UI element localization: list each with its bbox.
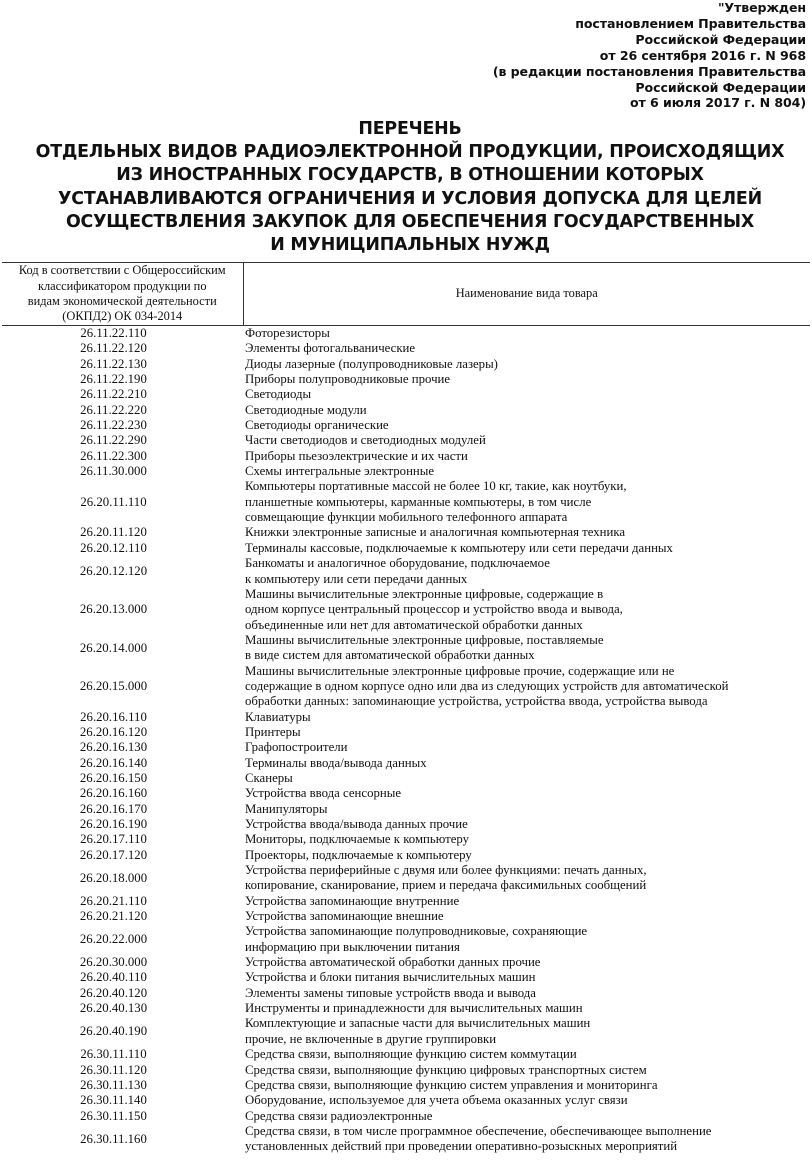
row-name <box>243 479 810 525</box>
row-code: 26.11.22.220 <box>80 402 147 417</box>
header-code <box>2 263 243 326</box>
row-name-line: Принтеры <box>245 724 301 739</box>
row-name <box>243 541 810 556</box>
header-code-line: Код в соответствии с Общероссийским <box>18 263 226 278</box>
row-code: 26.20.13.000 <box>79 602 148 617</box>
row-code: 26.20.30.000 <box>79 955 148 970</box>
title-line: ОСУЩЕСТВЛЕНИЯ ЗАКУПОК ДЛЯ ОБЕСПЕЧЕНИЯ ГОСУДАРСТВЕННЫХ <box>65 211 755 232</box>
row-code: 26.11.22.110 <box>80 326 147 340</box>
row-name-line: Светодиодные модули <box>245 402 367 417</box>
row-name <box>243 664 810 710</box>
row-name-line: установленных действий при проведении оперативно-розыскных мероприятий <box>245 1139 678 1154</box>
row-code: 26.20.16.170 <box>79 801 148 816</box>
title-line: И МУНИЦИПАЛЬНЫХ НУЖД <box>270 235 550 256</box>
row-name <box>243 1047 810 1062</box>
row-name <box>243 863 810 894</box>
table-row <box>2 771 810 786</box>
row-code: 26.20.21.110 <box>80 893 147 908</box>
table-row <box>2 970 810 985</box>
row-name-line: Оборудование, используемое для учета объема оказанных услуг связи <box>245 1093 628 1108</box>
row-code: 26.11.22.210 <box>80 387 147 402</box>
row-code: 26.20.17.110 <box>80 832 147 847</box>
row-name <box>243 924 810 955</box>
row-name-line: Приборы полупроводниковые прочие <box>245 372 451 387</box>
table-row <box>2 418 810 433</box>
table-row <box>2 1078 810 1093</box>
table-row <box>2 387 810 402</box>
table-row <box>2 633 810 664</box>
row-name <box>243 1016 810 1047</box>
row-code: 26.20.17.120 <box>79 847 148 862</box>
row-name-line: Средства связи, выполняющие функцию цифровых транспортных систем <box>245 1062 647 1077</box>
row-code: 26.20.16.110 <box>80 709 147 724</box>
table-row <box>2 832 810 847</box>
row-code: 26.30.11.110 <box>80 1047 147 1062</box>
row-name-line: объединенные или нет для автоматической обработки данных <box>245 617 583 632</box>
row-name <box>243 403 810 418</box>
row-code: 26.30.11.120 <box>80 1062 147 1077</box>
table-row <box>2 1001 810 1016</box>
table-row <box>2 710 810 725</box>
row-name-line: Графопостроители <box>245 740 348 755</box>
row-name-line: Мониторы, подключаемые к компьютеру <box>245 832 470 847</box>
row-name-line: к компьютеру или сети передачи данных <box>245 571 468 586</box>
table-row <box>2 479 810 525</box>
row-code: 26.20.21.120 <box>79 909 148 924</box>
row-name-line: информацию при выключении питания <box>245 939 460 954</box>
row-name <box>243 955 810 970</box>
row-name <box>243 525 810 540</box>
row-name-line: Приборы пьезоэлектрические и их части <box>245 448 468 463</box>
row-name-line: Устройства ввода сенсорные <box>245 786 402 801</box>
row-name-line: Терминалы ввода/вывода данных <box>245 755 427 770</box>
row-code: 26.20.16.190 <box>79 817 148 831</box>
header-code-line: (ОКПД2) ОК 034-2014 <box>62 309 183 324</box>
row-code: 26.20.12.120 <box>79 563 148 578</box>
row-name-line: Схемы интегральные электронные <box>245 464 435 479</box>
products-table <box>2 262 810 1155</box>
table-row <box>2 664 810 710</box>
row-name-line: Банкоматы и аналогичное оборудование, подключаемое <box>245 556 550 571</box>
approval-line: "Утвержден <box>717 0 806 15</box>
row-name <box>243 449 810 464</box>
row-name-line: Компьютеры портативные массой не более 10 кг, такие, как ноутбуки, <box>245 479 627 494</box>
table-row <box>2 909 810 924</box>
row-name-line: Элементы фотогальванические <box>245 341 416 356</box>
row-code: 26.20.22.000 <box>79 932 148 947</box>
table-row <box>2 357 810 372</box>
approval-line: от 6 июля 2017 г. N 804) <box>630 95 806 111</box>
row-code: 26.30.11.160 <box>80 1131 147 1146</box>
row-name-line: планшетные компьютеры, карманные компьютеры, в том числе <box>245 494 592 509</box>
table-header-row <box>2 263 810 326</box>
row-name-line: Устройства и блоки питания вычислительных машин <box>245 970 536 985</box>
row-name <box>243 587 810 633</box>
table-row <box>2 541 810 556</box>
title-line: ПЕРЕЧЕНЬ <box>358 119 462 139</box>
table-row <box>2 1109 810 1124</box>
row-name <box>243 556 810 587</box>
row-name <box>243 633 810 664</box>
row-code: 26.20.40.120 <box>79 985 148 1000</box>
row-name <box>243 1109 810 1124</box>
row-name-line: Манипуляторы <box>245 801 328 816</box>
row-name <box>243 1093 810 1108</box>
table-row <box>2 1047 810 1062</box>
table-row <box>2 556 810 587</box>
table-row <box>2 403 810 418</box>
table-row <box>2 1124 810 1155</box>
row-code: 26.20.16.130 <box>79 740 148 755</box>
row-name-line: в виде систем для автоматической обработки данных <box>245 648 535 663</box>
row-name-line: Устройства автоматической обработки данных прочие <box>245 955 541 970</box>
row-name-line: обработки данных: запоминающие устройства, устройства ввода, устройства вывода <box>245 694 708 709</box>
row-name <box>243 786 810 801</box>
table-body <box>2 326 810 1155</box>
row-code: 26.11.22.190 <box>80 372 147 387</box>
row-name-line: Терминалы кассовые, подключаемые к компьютеру или сети передачи данных <box>245 540 673 555</box>
row-code: 26.20.16.140 <box>79 755 148 770</box>
table-row <box>2 449 810 464</box>
table-row <box>2 848 810 863</box>
row-code: 26.11.22.300 <box>80 448 147 463</box>
row-code: 26.20.16.120 <box>79 724 148 739</box>
row-code: 26.30.11.150 <box>80 1108 147 1123</box>
row-name-line: Машины вычислительные электронные цифровые, содержащие в <box>245 586 604 601</box>
row-name <box>243 341 810 356</box>
row-name <box>243 1078 810 1093</box>
row-name-line: Устройства периферийные с двумя или более функциями: печать данных, <box>245 863 647 878</box>
row-name-line: Средства связи, выполняющие функцию систем коммутации <box>245 1047 577 1062</box>
approval-line: Российской Федерации <box>635 79 806 95</box>
row-name-line: Клавиатуры <box>245 709 311 724</box>
row-name <box>243 740 810 755</box>
row-name <box>243 894 810 909</box>
row-code: 26.11.22.230 <box>80 418 147 433</box>
row-code: 26.11.22.120 <box>80 341 147 356</box>
row-name-line: совмещающие функции мобильного телефонного аппарата <box>245 510 568 525</box>
row-name-line: Машины вычислительные электронные цифровые, поставляемые <box>245 632 604 647</box>
row-name <box>243 771 810 786</box>
row-name <box>243 986 810 1001</box>
row-name-line: Комплектующие и запасные части для вычислительных машин <box>245 1016 591 1031</box>
table-row <box>2 863 810 894</box>
row-name-line: Устройства запоминающие внешние <box>245 909 444 924</box>
row-name-line: Средства связи, в том числе программное обеспечение, обеспечивающее выполнение <box>245 1123 712 1138</box>
row-code: 26.20.11.110 <box>80 494 147 509</box>
table-row <box>2 924 810 955</box>
row-name <box>243 909 810 924</box>
approval-stamp <box>476 0 806 111</box>
row-name-line: Сканеры <box>245 770 293 785</box>
table-row <box>2 725 810 740</box>
row-code: 26.20.12.110 <box>80 540 147 555</box>
row-code: 26.20.40.190 <box>79 1024 148 1039</box>
row-name-line: Инструменты и принадлежности для вычислительных машин <box>245 1001 583 1016</box>
row-name-line: Элементы замены типовые устройств ввода и вывода <box>245 985 536 1000</box>
row-name <box>243 464 810 479</box>
row-name-line: Машины вычислительные электронные цифровые прочие, содержащие или не <box>245 663 675 678</box>
table-row <box>2 587 810 633</box>
row-code: 26.11.22.290 <box>80 433 147 448</box>
row-name <box>243 848 810 863</box>
row-name <box>243 1001 810 1016</box>
table-row <box>2 802 810 817</box>
row-code: 26.30.11.130 <box>80 1077 147 1092</box>
row-code: 26.20.16.160 <box>79 786 148 801</box>
row-code: 26.20.11.120 <box>80 525 147 540</box>
row-name-line: Части светодиодов и светодиодных модулей <box>245 433 486 448</box>
table-row <box>2 433 810 448</box>
table-row <box>2 1016 810 1047</box>
row-code: 26.20.16.150 <box>79 770 148 785</box>
table-row <box>2 894 810 909</box>
table-row <box>2 372 810 387</box>
approval-line: (в редакции постановления Правительства <box>492 63 806 79</box>
table-row <box>2 817 810 832</box>
row-code: 26.20.40.110 <box>80 970 147 985</box>
approval-line: Российской Федерации <box>635 31 806 47</box>
table-row <box>2 955 810 970</box>
title-line: ИЗ ИНОСТРАННЫХ ГОСУДАРСТВ, В ОТНОШЕНИИ КОТОРЫХ <box>116 165 704 186</box>
row-name-line: Книжки электронные записные и аналогичная компьютерная техника <box>245 525 626 540</box>
row-name <box>243 433 810 448</box>
row-code: 26.20.18.000 <box>79 870 148 885</box>
row-name-line: Устройства запоминающие полупроводниковые, сохраняющие <box>245 924 588 939</box>
row-name-line: Диоды лазерные (полупроводниковые лазеры) <box>245 356 498 371</box>
row-name <box>243 1124 810 1155</box>
row-name <box>243 418 810 433</box>
row-name <box>243 756 810 771</box>
row-name-line: одном корпусе центральный процессор и устройство ввода и вывода, <box>245 602 623 617</box>
title-line: УСТАНАВЛИВАЮТСЯ ОГРАНИЧЕНИЯ И УСЛОВИЯ ДОПУСКА ДЛЯ ЦЕЛЕЙ <box>58 188 762 209</box>
row-name-line: содержащие в одном корпусе одно или два из следующих устройств для автоматической <box>245 678 729 693</box>
row-name <box>243 970 810 985</box>
row-name-line: Устройства запоминающие внутренние <box>245 893 460 908</box>
header-code-line: классификатором продукции по <box>37 278 207 293</box>
row-name <box>243 387 810 402</box>
table-row <box>2 1093 810 1108</box>
row-name-line: копирование, сканирование, прием и передача факсимильных сообщений <box>245 878 647 893</box>
row-name <box>243 725 810 740</box>
table-row <box>2 740 810 755</box>
row-name <box>243 710 810 725</box>
table-row <box>2 786 810 801</box>
row-name-line: Средства связи, выполняющие функцию систем управления и мониторинга <box>245 1077 658 1092</box>
row-name <box>243 357 810 372</box>
row-code: 26.30.11.140 <box>80 1093 147 1108</box>
row-name-line: Светодиоды <box>245 387 312 402</box>
row-name <box>243 802 810 817</box>
approval-line: от 26 сентября 2016 г. N 968 <box>599 47 806 63</box>
table-row <box>2 326 810 342</box>
title-line: ОТДЕЛЬНЫХ ВИДОВ РАДИОЭЛЕКТРОННОЙ ПРОДУКЦИИ, ПРОИСХОДЯЩИХ <box>35 142 785 163</box>
table-row <box>2 525 810 540</box>
row-name <box>243 832 810 847</box>
row-code: 26.11.22.130 <box>80 356 147 371</box>
document-title <box>30 118 790 257</box>
row-name-line: Фоторезисторы <box>245 326 330 340</box>
table-row <box>2 986 810 1001</box>
header-code-line: видам экономической деятельности <box>27 294 217 308</box>
row-name <box>243 817 810 832</box>
approval-line: постановлением Правительства <box>575 15 806 31</box>
row-name-line: Средства связи радиоэлектронные <box>245 1108 433 1123</box>
row-name <box>243 372 810 387</box>
row-name <box>243 1063 810 1078</box>
row-code: 26.20.40.130 <box>79 1001 148 1016</box>
row-name-line: Устройства ввода/вывода данных прочие <box>245 817 468 831</box>
row-name-line: прочие, не включенные в другие группировки <box>245 1031 497 1046</box>
row-code: 26.11.30.000 <box>80 464 147 479</box>
row-name-line: Светодиоды органические <box>245 418 389 433</box>
row-code: 26.20.14.000 <box>79 640 148 655</box>
row-name-line: Проекторы, подключаемые к компьютеру <box>245 847 472 862</box>
row-name <box>243 326 810 342</box>
table-row <box>2 756 810 771</box>
table-row <box>2 1063 810 1078</box>
table-row <box>2 464 810 479</box>
header-name: Наименование вида товара <box>243 263 810 326</box>
row-code: 26.20.15.000 <box>79 678 148 693</box>
table-row <box>2 341 810 356</box>
